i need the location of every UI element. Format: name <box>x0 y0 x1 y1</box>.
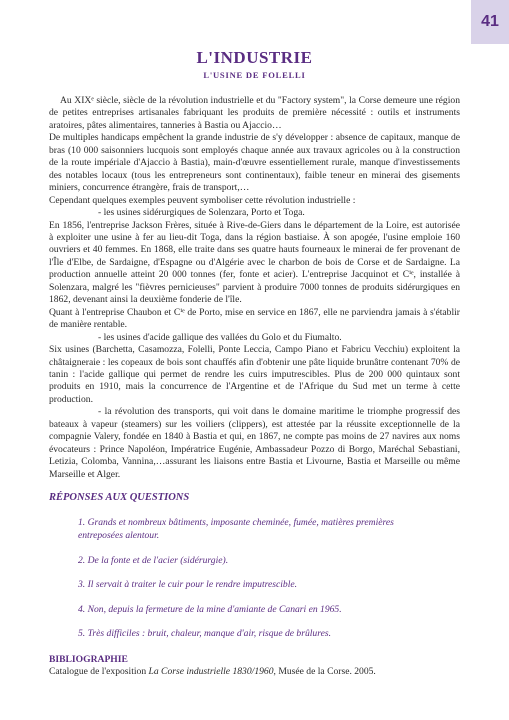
bibliography-heading: BIBLIOGRAPHIE <box>49 654 128 665</box>
answers-heading: RÉPONSES AUX QUESTIONS <box>49 492 190 503</box>
answer-item: 4. Non, depuis la fermeture de la mine d'amiante de Canari en 1965. <box>78 604 342 615</box>
list-item: - les usines d'acide gallique des vallées du Golo et du Fiumalto. <box>98 331 342 343</box>
paragraph: Cependant quelques exemples peuvent symboliser cette révolution industrielle : <box>49 194 356 206</box>
bibliography-entry <box>49 666 376 677</box>
bibliography-prefix: Catalogue de l'exposition <box>49 666 149 677</box>
paragraph: En 1856, l'entreprise Jackson Frères, située à Rive-de-Giers dans le département de la Loire, est autorisée à exploiter une usine à fer au lieu-dit Toga, dans la région bastiaise. À son apogée, l'usine emploie 160 ouvriers et 40 femmes. En 1868, elle traite dans ses quatre hauts fourneaux le minerai de fer provenant de l'Île d'Elbe, de Sardaigne, d'Espagne ou d'Algérie avec le charbon de bois de Corse et de Sardaigne. La production annuelle atteint 20 000 tonnes (fer, fonte et acier). L'entreprise Jacquinot et Cⁱᵉ, installée à Solenzara, malgré les "fièvres pernicieuses" parvient à produire 7000 tonnes de produits sidérurgiques en 1862, devenant ainsi la deuxième fonderie de l'île. <box>49 219 460 306</box>
answer-item: 5. Très difficiles : bruit, chaleur, manque d'air, risque de brûlures. <box>78 628 331 639</box>
page-subtitle: L'USINE DE FOLELLI <box>203 70 306 80</box>
paragraph: De multiples handicaps empêchent la grande industrie de s'y développer : absence de capitaux, manque de bras (10 000 saisonniers lucquois sont employés chaque année aux travaux agricoles ou à la construction de la route impériale d'Ajaccio à Bastia), main-d'œuvre essentiellement rurale, manque d'investissements des notables locaux (tous les entrepreneurs sont continentaux), faible teneur en minerai des gisements miniers, concurrence étrangère, frais de transport,… <box>49 132 460 194</box>
list-item: - la révolution des transports, qui voit dans le domaine maritime le triomphe progressif des bateaux à vapeur (steamers) sur les voiliers (clippers), est attestée par la réussite exceptionnelle de la compagnie Valery, fondée en 1840 à Bastia et qui, en 1867, ne compte pas moins de 27 navires aux noms évocateurs : Prince Napoléon, Impératrice Eugénie, Ambassadeur Pozzo di Borgo, Maréchal Sebastiani, Letizia, Colomba, Vannina,…assurant les liaisons entre Bastia et Livourne, Bastia et Marseille ou même Marseille et Alger. <box>49 406 460 480</box>
paragraph: Quant à l'entreprise Chaubon et Cⁱᵉ de Porto, mise en service en 1867, elle ne parviendra jamais à s'établir de manière rentable. <box>49 306 460 331</box>
page-title: L'INDUSTRIE <box>196 48 313 67</box>
paragraph: Six usines (Barchetta, Casamozza, Folelli, Ponte Leccia, Campo Piano et Fabricu Vecchiu) exploitent la châtaigneraie : les copeaux de bois sont chauffés afin d'obtenir une pâte liquide brunâtre contenant 70% de tanin : l'acide gallique qui permet de rendre les cuirs imputrescibles. Plus de 200 000 quintaux sont produits en 1910, mais la concurrence de l'Argentine et de l'Afrique du Sud met un terme à cette production. <box>49 344 460 405</box>
answer-item: 1. Grands et nombreux bâtiments, imposante cheminée, fumée, matières premières entreposées alentour. <box>78 517 394 541</box>
bibliography-suffix: , Musée de la Corse. 2005. <box>273 666 376 677</box>
list-item: - les usines sidérurgiques de Solenzara, Porto et Toga. <box>98 207 305 219</box>
page-number-tab: 41 <box>471 0 509 44</box>
paragraph: Au XIXᵉ siècle, siècle de la révolution industrielle et du "Factory system", la Corse demeure une région de petites entreprises artisanales fabriquant les produits de première nécessité : outils et instruments aratoires, pâtes alimentaires, tanneries à Bastia ou Ajaccio… <box>49 95 460 131</box>
answer-item: 2. De la fonte et de l'acier (sidérurgie). <box>78 555 229 566</box>
article-body <box>49 95 460 481</box>
bibliography-title: La Corse industrielle 1830/1960 <box>148 666 274 677</box>
answer-item: 3. Il servait à traiter le cuir pour le rendre imputrescible. <box>78 579 298 590</box>
